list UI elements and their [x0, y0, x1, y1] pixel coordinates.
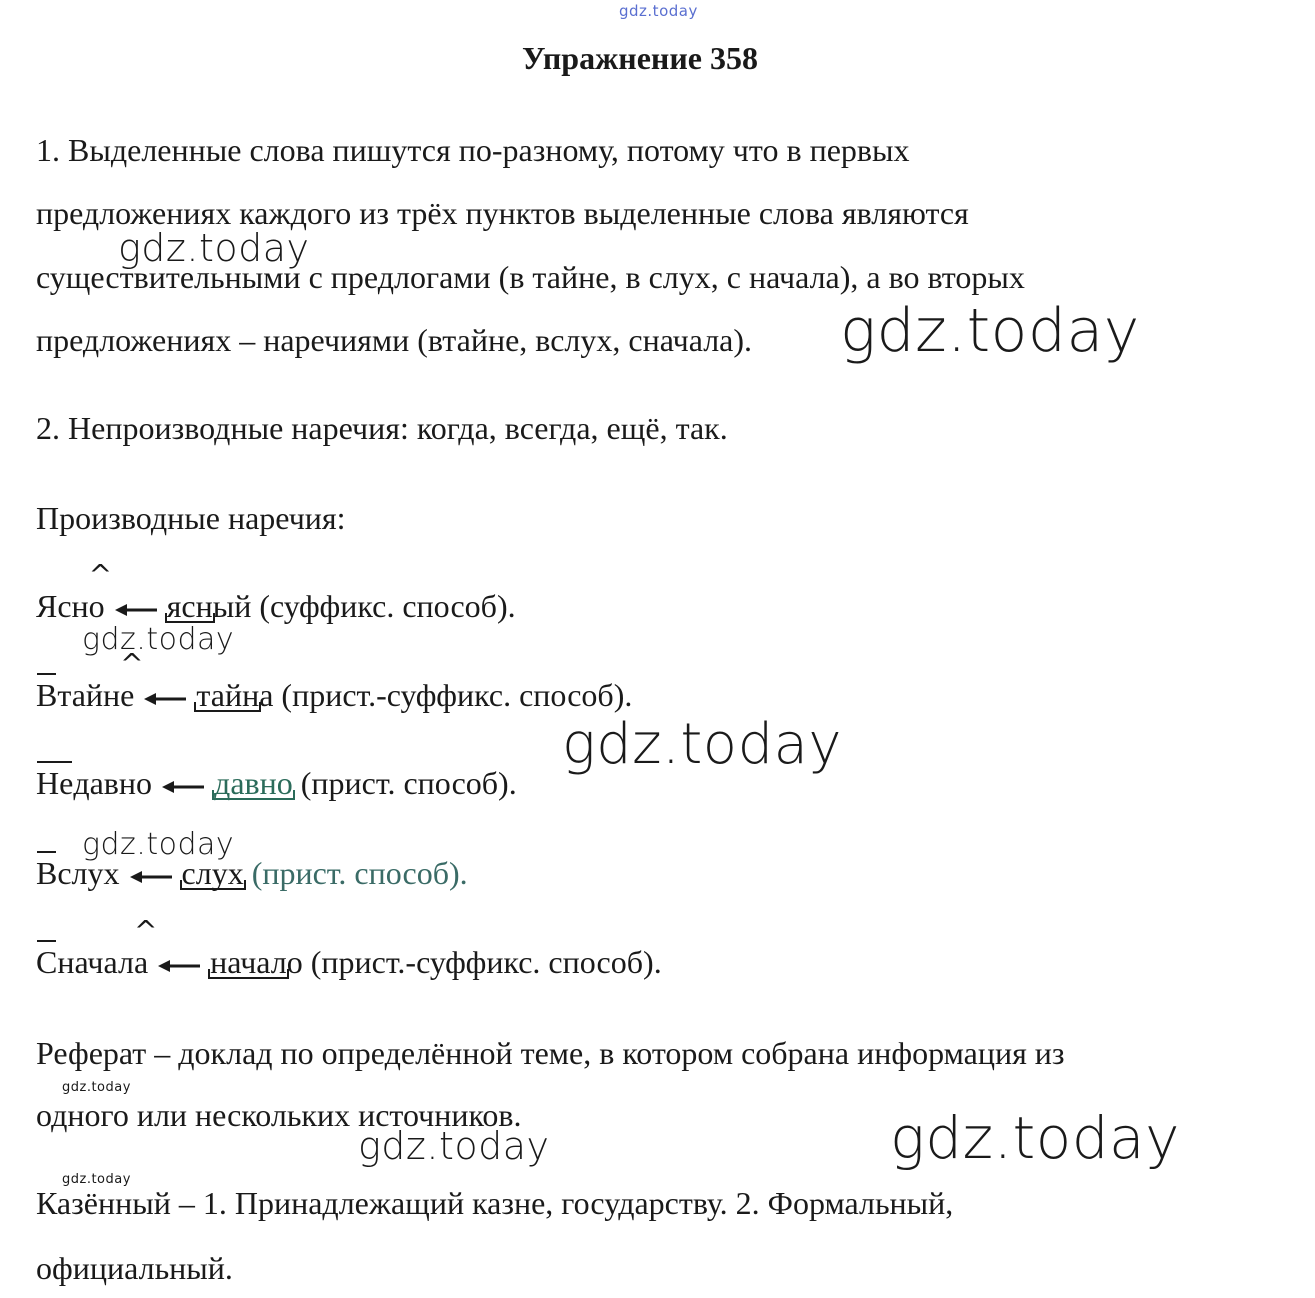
- kazenny-line: Казённый – 1. Принадлежащий казне, государству. 2. Формальный,: [36, 1185, 954, 1221]
- root-mark: ясн: [166, 588, 213, 624]
- prefix-mark: С: [36, 944, 58, 980]
- arrow-left-icon: [115, 600, 159, 620]
- derivation-nedavno: [36, 765, 517, 802]
- word-stem: давно: [73, 765, 153, 801]
- paragraph-1-line: 1. Выделенные слова пишутся по-разному, потому что в первых: [36, 132, 910, 168]
- word-ending: а: [259, 677, 274, 713]
- suffix-mark: ^ е: [120, 677, 134, 714]
- watermark: gdz.today: [118, 226, 310, 270]
- paragraph-1-line: предложениях каждого из трёх пунктов выделенные слова являются: [36, 195, 969, 231]
- page-title: Упражнение 358: [521, 40, 758, 76]
- word-stem: начал: [57, 944, 134, 980]
- derived-heading: Производные наречия:: [36, 500, 346, 536]
- word-stem: тайн: [57, 677, 121, 713]
- derivation-vslukh: [36, 855, 468, 892]
- arrow-left-icon: [162, 777, 206, 797]
- watermark: gdz.today: [82, 622, 235, 657]
- watermark: gdz.today: [890, 1104, 1180, 1172]
- paragraph-1-line: существительными с предлогами (в тайне, в слух, с начала), а во вторых: [36, 259, 1025, 295]
- root-mark: давно: [214, 765, 293, 801]
- watermark: gdz.today: [62, 1172, 131, 1187]
- prefix-mark: В: [36, 855, 58, 891]
- root-mark: слух: [181, 855, 244, 891]
- word-ending: о: [286, 944, 303, 980]
- word-ending: ый: [212, 588, 252, 624]
- watermark: gdz.today: [82, 827, 235, 862]
- watermark: gdz.today: [62, 1080, 131, 1095]
- arrow-left-icon: [144, 689, 188, 709]
- suffix-mark: ^ а: [134, 944, 148, 981]
- prefix-mark: Не: [36, 765, 74, 801]
- kazenny-line: официальный.: [36, 1250, 233, 1286]
- root-mark: тайн: [196, 677, 260, 713]
- referat-line: одного или нескольких источников.: [36, 1097, 522, 1133]
- paragraph-1-line: предложениях – наречиями (втайне, вслух, сначала).: [36, 322, 753, 358]
- referat-line: Реферат – доклад по определённой теме, в котором собрана информация из: [36, 1035, 1065, 1071]
- derivation-vtayne: [36, 677, 632, 714]
- watermark: gdz.today: [619, 2, 698, 20]
- word-stem: слух: [57, 855, 120, 891]
- method-note: (прист. способ).: [243, 855, 468, 891]
- derivation-snachala: [36, 944, 662, 981]
- prefix-mark: В: [36, 677, 58, 713]
- watermark: gdz.today: [358, 1124, 550, 1168]
- arrow-left-icon: [130, 867, 174, 887]
- root-mark: начал: [210, 944, 287, 980]
- word-stem: Ясн: [36, 588, 89, 624]
- method-note: (прист.-суффикс. способ).: [302, 944, 662, 980]
- method-note: (суффикс. способ).: [251, 588, 516, 624]
- watermark: gdz.today: [840, 296, 1140, 366]
- suffix-mark: ^ о: [89, 588, 105, 625]
- paragraph-2: 2. Непроизводные наречия: когда, всегда, ещё, так.: [36, 410, 728, 446]
- method-note: (прист.-суффикс. способ).: [273, 677, 633, 713]
- method-note: (прист. способ).: [292, 765, 517, 801]
- derivation-yasno: [36, 588, 516, 625]
- arrow-left-icon: [158, 956, 202, 976]
- watermark: gdz.today: [562, 712, 843, 777]
